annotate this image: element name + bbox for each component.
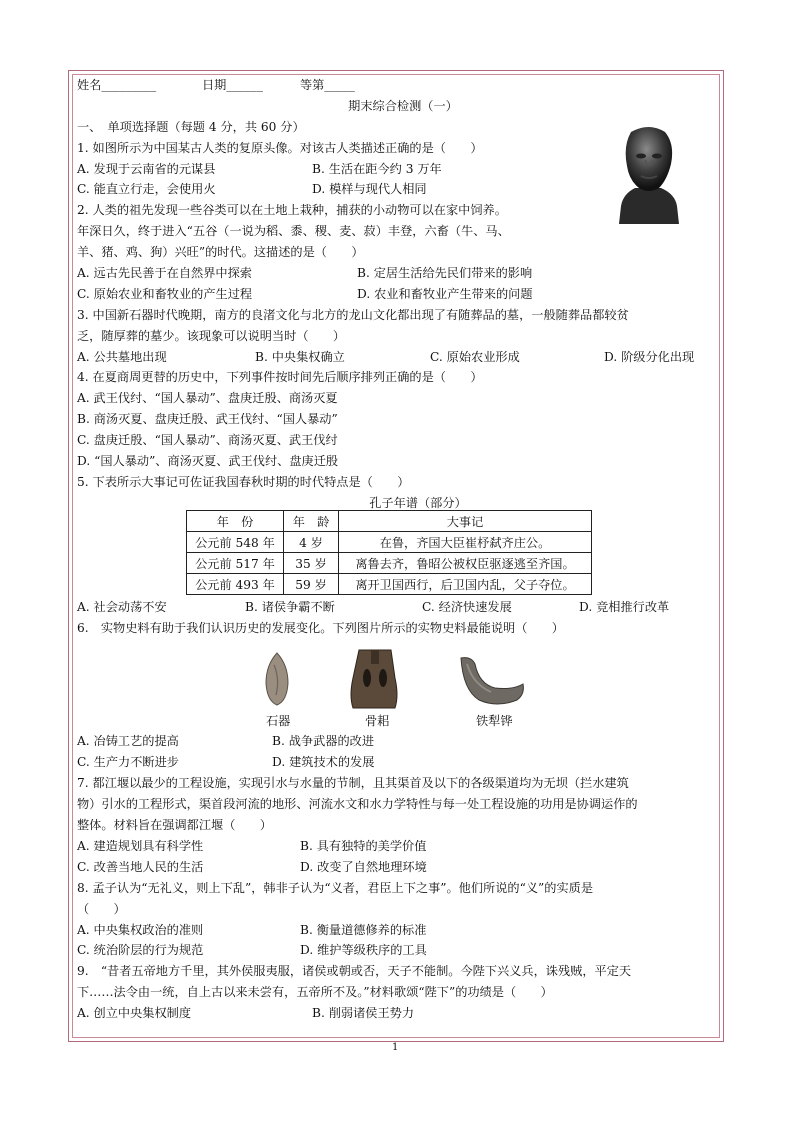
q2-option-d[interactable]: D. 农业和畜牧业产生带来的问题 <box>357 286 533 301</box>
stone-tool-image <box>262 651 292 707</box>
q1-option-a[interactable]: A. 发现于云南省的元谋县 <box>77 161 216 176</box>
iron-plowshare-caption: 铁犁铧 <box>476 714 513 728</box>
q3-option-b[interactable]: B. 中央集权确立 <box>255 349 345 364</box>
question-2-options-row2 <box>77 284 719 305</box>
question-6-options-row1 <box>77 731 719 752</box>
table-header-row <box>187 511 592 532</box>
table-row <box>187 574 592 595</box>
table-cell-year: 公元前 548 年 <box>187 532 284 553</box>
table-cell-age: 35 岁 <box>284 553 339 574</box>
q5-option-b[interactable]: B. 诸侯争霸不断 <box>245 599 335 614</box>
question-6-options-row2 <box>77 752 719 773</box>
question-7-stem-1: 7. 都江堰以最少的工程设施，实现引水与水量的节制，且其渠首及以下的各级渠道均为无坝（拦水建筑 <box>77 776 629 791</box>
bone-spade-caption: 骨耜 <box>365 714 390 728</box>
q4-option-c[interactable]: C. 盘庚迁殷、“国人暴动”、商汤灭夏、武王伐纣 <box>77 433 338 448</box>
table-cell-event: 离鲁去齐，鲁昭公被权臣驱逐逃至齐国。 <box>339 553 592 574</box>
question-2-stem-2: 年深日久，终于进入“五谷（一说为稻、黍、稷、麦、菽）丰登，六畜（牛、马、 <box>77 224 510 239</box>
question-2-stem-3: 羊、猪、鸡、狗）兴旺”的时代。这描述的是（ ） <box>77 245 364 260</box>
q2-option-c[interactable]: C. 原始农业和畜牧业的产生过程 <box>77 286 253 301</box>
q7-option-c[interactable]: C. 改善当地人民的生活 <box>77 859 204 874</box>
rank-field[interactable]: 等第_____ <box>300 78 355 92</box>
q9-option-b[interactable]: B. 削弱诸侯王势力 <box>312 1006 415 1021</box>
q4-option-a[interactable]: A. 武王伐纣、“国人暴动”、盘庚迁殷、商汤灭夏 <box>77 391 338 406</box>
q3-option-a[interactable]: A. 公共墓地出现 <box>77 349 167 364</box>
question-6-stem: 6. 实物史料有助于我们认识历史的发展变化。下列图片所示的实物史料最能说明（ ） <box>77 620 564 635</box>
table-row <box>187 532 592 553</box>
question-8-stem-2: （ ） <box>77 901 126 916</box>
question-4-stem: 4. 在夏商周更替的历史中，下列事件按时间先后顺序排列正确的是（ ） <box>77 370 483 385</box>
table-cell-event: 离开卫国西行，后卫国内乱，父子夺位。 <box>339 574 592 595</box>
student-info-header <box>77 75 719 96</box>
q5-option-a[interactable]: A. 社会动荡不安 <box>77 599 167 614</box>
question-5-stem: 5. 下表所示大事记可佐证我国春秋时期的时代特点是（ ） <box>77 474 410 489</box>
iron-plowshare-image <box>457 654 527 708</box>
table-cell-event: 在鲁，齐国大臣崔杼弑齐庄公。 <box>339 532 592 553</box>
table-cell-age: 4 岁 <box>284 532 339 553</box>
q5-option-c[interactable]: C. 经济快速发展 <box>422 599 512 614</box>
q4-option-b[interactable]: B. 商汤灭夏、盘庚迁殷、武王伐纣、“国人暴动” <box>77 412 338 427</box>
q3-option-d[interactable]: D. 阶级分化出现 <box>604 349 695 364</box>
stone-tool-caption: 石器 <box>266 714 291 728</box>
table-title: 孔子年谱（部分） <box>369 495 467 510</box>
q7-option-d[interactable]: D. 改变了自然地理环境 <box>300 859 427 874</box>
q4-option-d[interactable]: D. “国人暴动”、商汤灭夏、武王伐纣、盘庚迁殷 <box>77 454 339 469</box>
question-7-options-row2 <box>77 857 719 878</box>
question-7-options-row1 <box>77 836 719 857</box>
table-cell-year: 公元前 517 年 <box>187 553 284 574</box>
q6-option-c[interactable]: C. 生产力不断进步 <box>77 755 179 770</box>
confucius-chronology-table <box>186 510 592 595</box>
question-9-stem-1: 9. “昔者五帝地方千里，其外侯服夷服，诸侯或朝或否，天子不能制。今陛下兴义兵，诛残贼，平定天 <box>77 964 632 979</box>
question-3-stem-1: 3. 中国新石器时代晚期，南方的良渚文化与北方的龙山文化都出现了有随葬品的墓，一般随葬品都较贫 <box>77 307 629 322</box>
section-heading: 一、 单项选择题（每题 4 分，共 60 分） <box>77 119 305 134</box>
question-9-options-row1 <box>77 1003 719 1024</box>
question-8-options-row1 <box>77 920 719 941</box>
question-8-stem-1: 8. 孟子认为“无礼义，则上下乱”，韩非子认为“义者，君臣上下之事”。他们所说的“义”的实质是 <box>77 880 594 895</box>
question-9-stem-2: 下……法令由一统，自上古以来未尝有，五帝所不及。”材料歌颂“陛下”的功绩是（ ） <box>77 985 553 1000</box>
question-7-stem-3: 整体。材料旨在强调都江堰（ ） <box>77 818 272 833</box>
question-3-stem-2: 乏，随厚葬的墓少。该现象可以说明当时（ ） <box>77 328 346 343</box>
question-2-stem-1: 2. 人类的祖先发现一些谷类可以在土地上栽种，捕获的小动物可以在家中饲养。 <box>77 203 507 218</box>
table-cell-age: 59 岁 <box>284 574 339 595</box>
question-3-options <box>77 347 719 368</box>
q2-option-a[interactable]: A. 远古先民善于在自然界中探索 <box>77 266 252 281</box>
page-title: 期末综合检测（一） <box>348 98 458 113</box>
q2-option-b[interactable]: B. 定居生活给先民们带来的影响 <box>357 266 533 281</box>
q8-option-b[interactable]: B. 衡量道德修养的标准 <box>300 922 427 937</box>
q1-option-b[interactable]: B. 生活在距今约 3 万年 <box>312 161 442 176</box>
col-year: 年 份 <box>187 511 284 532</box>
q1-option-d[interactable]: D. 模样与现代人相同 <box>312 182 427 197</box>
q5-option-d[interactable]: D. 竞相推行改革 <box>579 599 670 614</box>
table-row <box>187 553 592 574</box>
q8-option-c[interactable]: C. 统治阶层的行为规范 <box>77 943 204 958</box>
q7-option-a[interactable]: A. 建造规划具有科学性 <box>77 838 204 853</box>
page-number: 1 <box>392 1042 399 1053</box>
question-7-stem-2: 物）引水的工程形式，渠首段河流的地形、河流水文和水力学特性与每一处工程设施的功用是协调运作的 <box>77 797 638 812</box>
q6-option-a[interactable]: A. 冶铸工艺的提高 <box>77 734 179 749</box>
col-age: 年 龄 <box>284 511 339 532</box>
question-2-options-row1 <box>77 263 719 284</box>
name-field[interactable]: 姓名_________ <box>77 78 157 92</box>
date-field[interactable]: 日期______ <box>202 78 263 92</box>
q6-option-b[interactable]: B. 战争武器的改进 <box>272 734 375 749</box>
q7-option-b[interactable]: B. 具有独特的美学价值 <box>300 838 427 853</box>
ancient-human-bust-image <box>601 122 695 224</box>
col-events: 大事记 <box>339 511 592 532</box>
question-5-options <box>77 597 719 618</box>
q3-option-c[interactable]: C. 原始农业形成 <box>430 349 520 364</box>
q8-option-d[interactable]: D. 维护等级秩序的工具 <box>300 943 427 958</box>
q1-option-c[interactable]: C. 能直立行走，会使用火 <box>77 182 216 197</box>
bone-spade-image <box>345 648 405 710</box>
question-8-options-row2 <box>77 940 719 961</box>
q9-option-a[interactable]: A. 创立中央集权制度 <box>77 1006 192 1021</box>
q8-option-a[interactable]: A. 中央集权政治的准则 <box>77 922 204 937</box>
table-cell-year: 公元前 493 年 <box>187 574 284 595</box>
q6-option-d[interactable]: D. 建筑技术的发展 <box>272 755 375 770</box>
question-1-stem: 1. 如图所示为中国某古人类的复原头像。对该古人类描述正确的是（ ） <box>77 140 483 155</box>
